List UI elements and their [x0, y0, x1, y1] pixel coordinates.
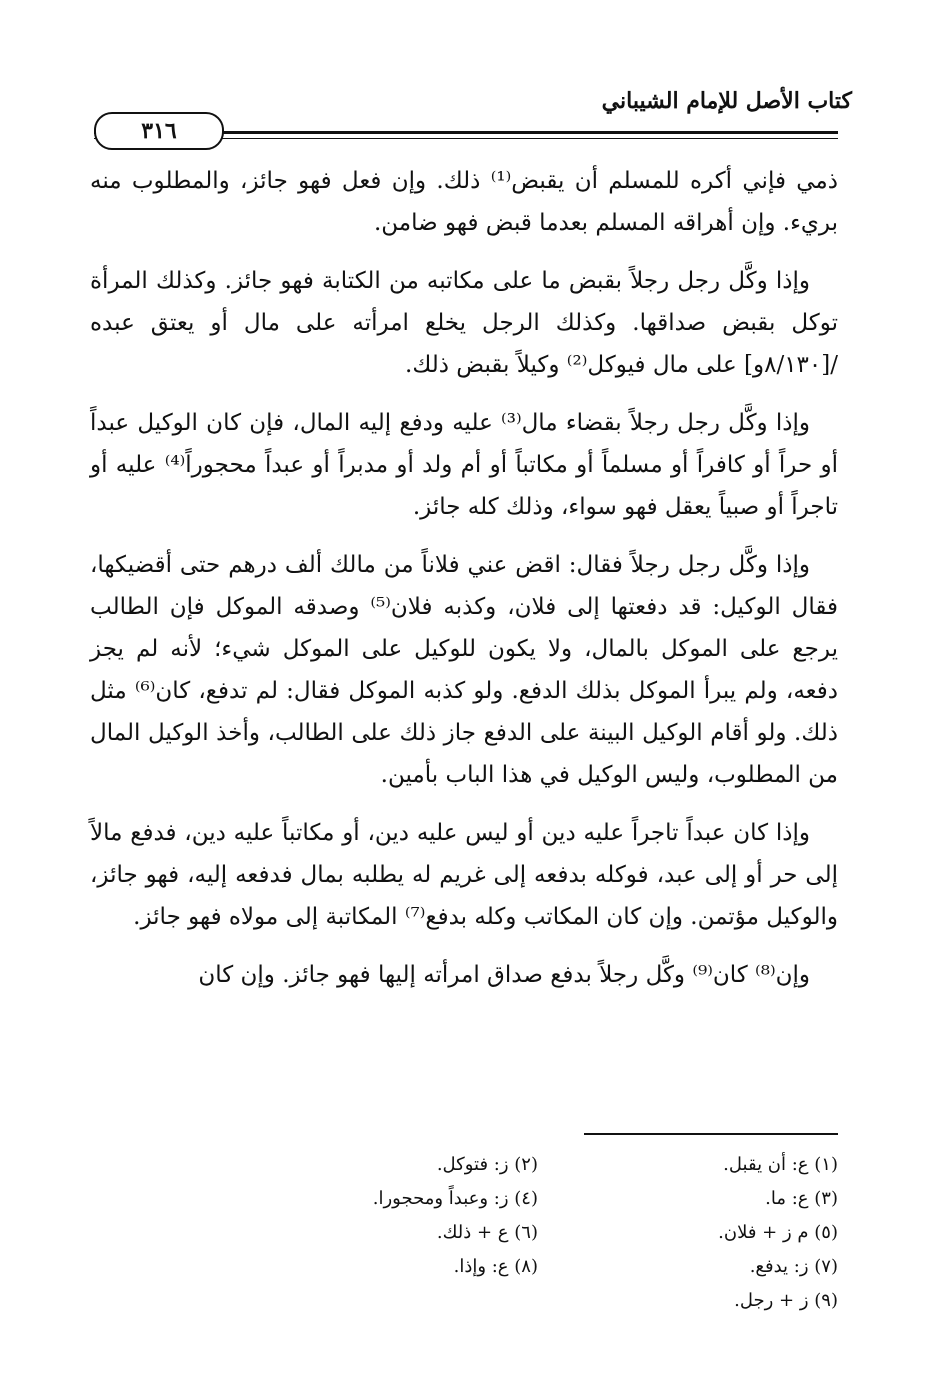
footnote-7: (٧) ز: يدفع.: [749, 1256, 838, 1277]
paragraph-3: وإذا وكَّل رجل رجلاً بقضاء مال⁽³⁾ عليه ودفع إليه المال، فإن كان الوكيل عبداً أو حراً أو كافراً أو مسلماً أو مكاتباً أو أم ولد أو مدبراً أو عبداً محجوراً⁽⁴⁾ عليه أو تاجراً أو صبياً يعقل فهو سواء، وذلك كله جائز.: [90, 410, 838, 520]
footnote-5: (٥) م ز + فلان.: [718, 1222, 838, 1243]
paragraph-6: وإن⁽⁸⁾ كان⁽⁹⁾ وكَّل رجلاً بدفع صداق امرأته إليها فهو جائز. وإن كان: [198, 962, 810, 988]
footnote-6: (٦) ع + ذلك.: [436, 1222, 538, 1243]
page-number: ٣١٦: [94, 112, 224, 150]
footnotes: [238, 1150, 838, 1316]
footnote-3: (٣) ع: ما.: [765, 1188, 838, 1209]
footnote-1: (١) ع: أن يقبل.: [723, 1154, 838, 1175]
body-text: [90, 160, 838, 1012]
footnote-4: (٤) ز: وعبداً ومحجورا.: [372, 1188, 538, 1209]
paragraph-4: وإذا وكَّل رجل رجلاً فقال: اقض عني فلاناً من مالك ألف درهم حتى أقضيكها، فقال الوكيل: قد دفعتها إلى فلان، وكذبه فلان⁽⁵⁾ وصدقه الموكل فإن الطالب يرجع على الموكل بالمال، ولا يكون للوكيل على الموكل شيء؛ لأنه لم يجز دفعه، ولم يبرأ الموكل بذلك الدفع. ولو كذبه الموكل فقال: لم تدفع، كان⁽⁶⁾ مثل ذلك. ولو أقام الوكيل البينة على الدفع جاز ذلك على الطالب، وأخذ الوكيل المال من المطلوب، وليس الوكيل في هذا الباب بأمين.: [90, 552, 839, 788]
footnote-separator: [584, 1133, 838, 1135]
running-title: كتاب الأصل للإمام الشيباني: [601, 88, 852, 114]
footnote-2: (٢) ز: فتوكل.: [436, 1154, 538, 1175]
paragraph-1: ذمي فإني أكره للمسلم أن يقبض⁽¹⁾ ذلك. وإن فعل فهو جائز، والمطلوب منه بريء. وإن أهراقه المسلم بعدما قبض فهو ضامن.: [90, 168, 838, 236]
footnote-8: (٨) ع: وإذا.: [453, 1256, 538, 1277]
paragraph-5: وإذا كان عبداً تاجراً عليه دين أو ليس عليه دين، أو مكاتباً عليه دين، فدفع مالاً إلى حر أو إلى عبد، فوكله بدفعه إلى غريم له يطلبه بمال فدفعه إليه، فهو جائز، والوكيل مؤتمن. وإن كان المكاتب وكله بدفع⁽⁷⁾ المكاتبة إلى مولاه فهو جائز.: [90, 820, 838, 930]
footnote-9: (٩) ز + رجل.: [734, 1290, 838, 1311]
paragraph-2: وإذا وكَّل رجل رجلاً بقبض ما على مكاتبه من الكتابة فهو جائز. وكذلك المرأة توكل بقبض صداقها. وكذلك الرجل يخلع امرأته على مال أو يعتق عبده /[٨/١٣٠و] على مال فيوكل⁽²⁾ وكيلاً بقبض ذلك.: [90, 268, 838, 378]
